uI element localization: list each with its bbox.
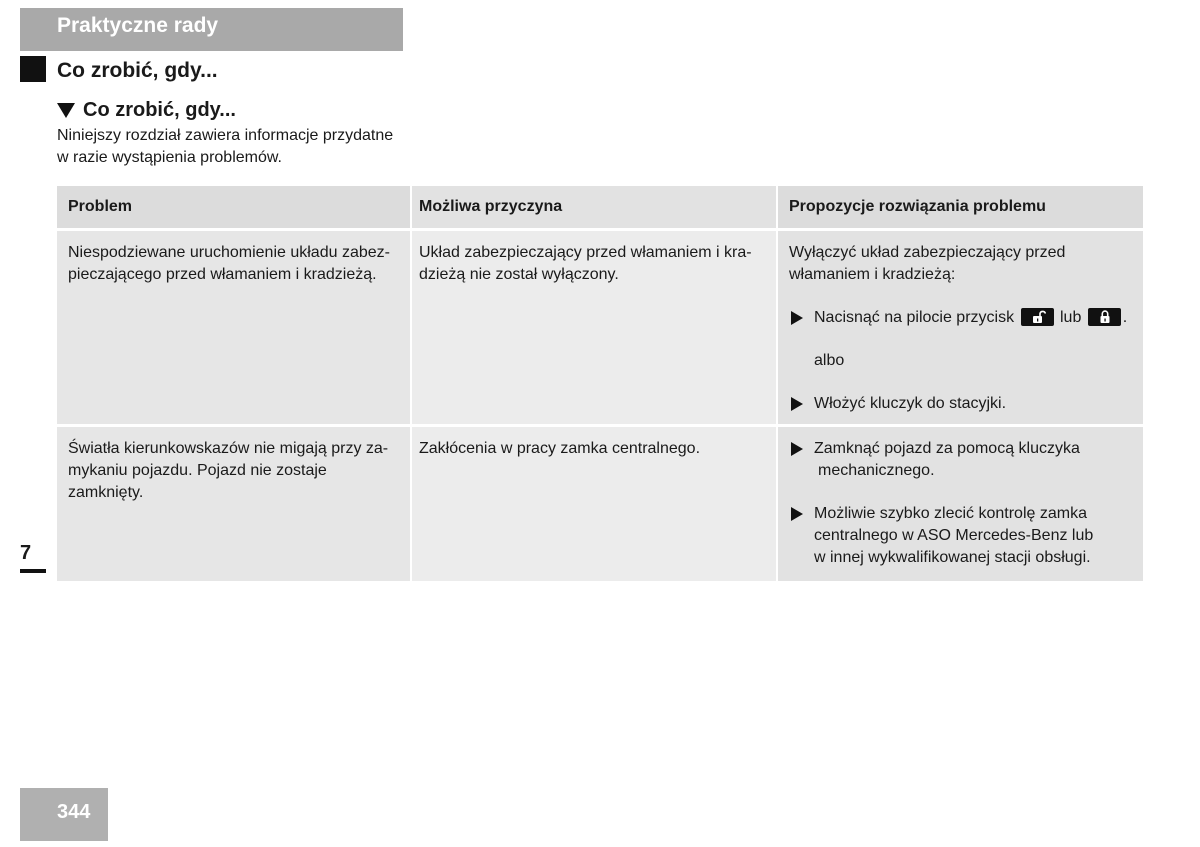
- subsection-title-text: Co zrobić, gdy...: [83, 99, 236, 121]
- chapter-number: 7: [20, 536, 46, 573]
- table-header-row: [57, 186, 1143, 229]
- lock-key-icon: [1088, 308, 1121, 326]
- section-header-title: Praktyczne rady: [57, 14, 219, 37]
- step-arrow-icon: [791, 442, 803, 456]
- step-line: Zamknąć pojazd za pomocą kluczyka: [814, 439, 1080, 457]
- step-arrow-icon: [791, 397, 803, 411]
- page-number: [20, 788, 108, 841]
- step-text-part: .: [1122, 308, 1128, 326]
- table-row: [57, 229, 1143, 425]
- cell-line: Wyłączyć układ zabezpieczający przed: [789, 243, 1066, 261]
- problems-table: [57, 186, 1143, 584]
- problem-cell: [57, 229, 411, 425]
- cell-line: Układ zabezpieczający przed włamaniem i kra-: [419, 243, 752, 261]
- intro-line: w razie wystąpienia problemów.: [57, 149, 282, 166]
- step-text-part: Nacisnąć na pilocie przycisk: [814, 308, 1015, 326]
- cause-cell: [411, 425, 777, 582]
- step-text: [814, 307, 1127, 329]
- section-marker: [20, 56, 46, 82]
- solution-cell: [777, 229, 1143, 425]
- step-item: [789, 393, 1132, 415]
- cell-line: mykaniu pojazdu. Pojazd nie zostaje zamknięty.: [68, 461, 327, 501]
- cell-line: Zakłócenia w pracy zamka centralnego.: [419, 439, 701, 457]
- column-header-solution: Propozycje rozwiązania problemu: [777, 186, 1143, 229]
- step-item: [789, 307, 1132, 329]
- step-line: Możliwie szybko zlecić kontrolę zamka: [814, 504, 1087, 522]
- column-header-problem: Problem: [57, 186, 411, 229]
- cell-line: dzieżą nie został wyłączony.: [419, 265, 619, 283]
- or-text: albo: [814, 351, 845, 369]
- step-item: [789, 503, 1132, 569]
- problem-cell: [57, 425, 411, 582]
- cell-line: pieczającego przed włamaniem i kradzieżą.: [68, 265, 377, 283]
- subsection-title: [57, 98, 236, 122]
- section-header: [20, 8, 403, 51]
- cell-line: Światła kierunkowskazów nie migają przy za-: [68, 439, 389, 457]
- solution-cell: [777, 425, 1143, 582]
- step-text: Włożyć kluczyk do stacyjki.: [814, 394, 1007, 412]
- step-line: centralnego w ASO Mercedes-Benz lub: [814, 526, 1094, 544]
- unlock-key-icon: [1021, 308, 1054, 326]
- step-line: w innej wykwalifikowanej stacji obsługi.: [814, 548, 1091, 566]
- triangle-down-icon: [57, 103, 75, 118]
- cell-line: Niespodziewane uruchomienie układu zabez-: [68, 243, 390, 261]
- step-arrow-icon: [791, 311, 803, 325]
- step-text: [814, 438, 1080, 482]
- cause-cell: [411, 229, 777, 425]
- cell-line: włamaniem i kradzieżą:: [789, 265, 956, 283]
- step-arrow-icon: [791, 507, 803, 521]
- step-text: [814, 503, 1093, 569]
- step-item: [789, 438, 1132, 482]
- intro-line: Niniejszy rozdział zawiera informacje przydatne: [57, 127, 394, 144]
- step-line: mechanicznego.: [818, 461, 935, 479]
- page-number-text: 344: [57, 801, 91, 823]
- column-header-cause: Możliwa przyczyna: [411, 186, 777, 229]
- page-title: Co zrobić, gdy...: [57, 59, 218, 82]
- intro-text: [57, 125, 417, 169]
- step-text-part: lub: [1059, 308, 1082, 326]
- table-row: [57, 425, 1143, 582]
